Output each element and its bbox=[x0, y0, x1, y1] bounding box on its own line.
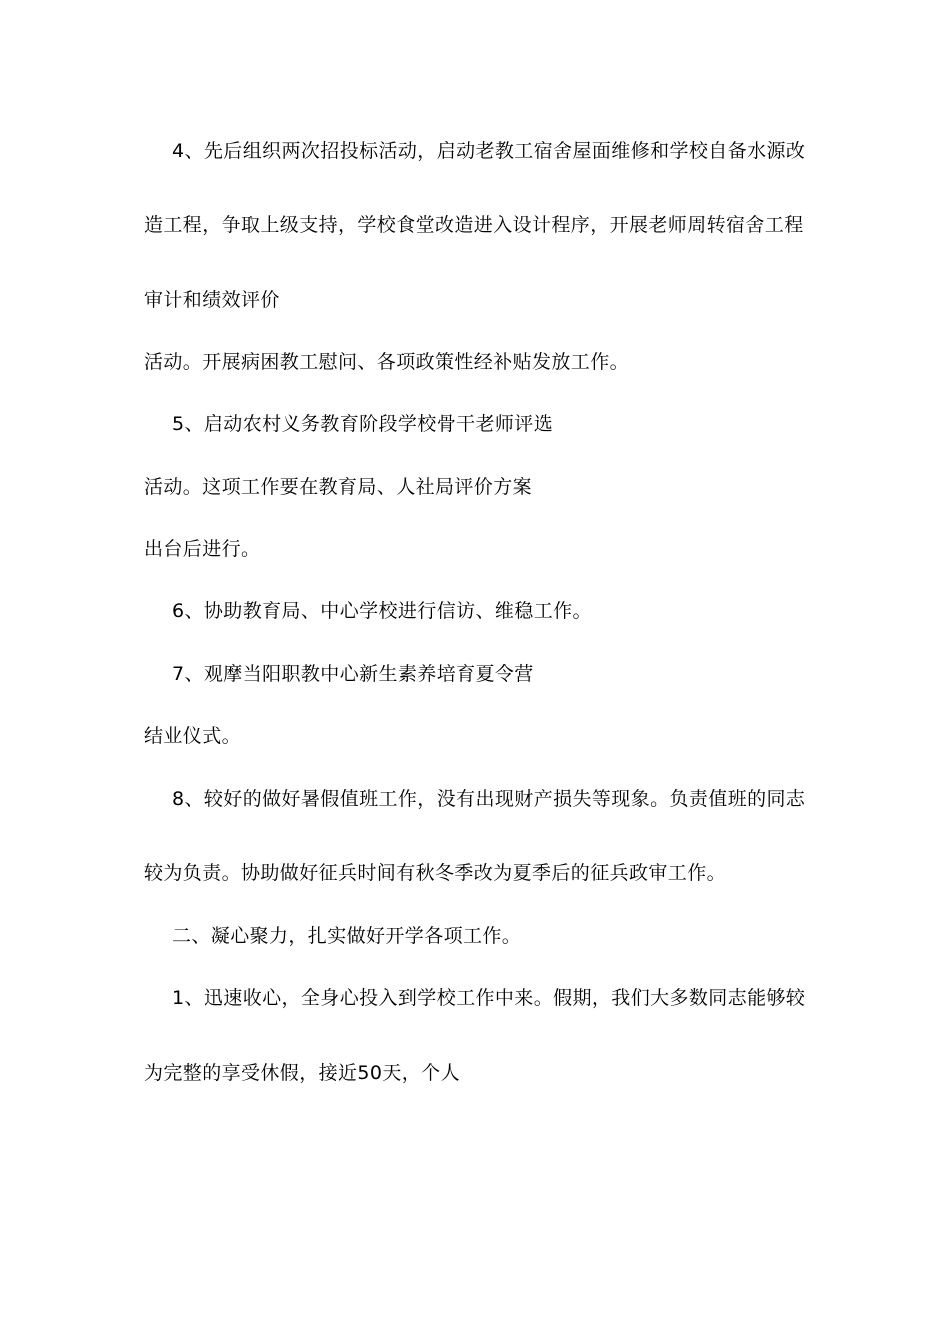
paragraph-line: 活动。这项工作要在教育局、人社局评价方案 bbox=[144, 476, 533, 498]
paragraph-line: 7、观摩当阳职教中心新生素养培育夏令营 bbox=[172, 663, 534, 685]
paragraph-line: 审计和绩效评价 bbox=[144, 289, 280, 311]
paragraph-line: 较为负责。协助做好征兵时间有秋冬季改为夏季后的征兵政审工作。 bbox=[144, 862, 727, 884]
paragraph-line: 结业仪式。 bbox=[144, 725, 242, 747]
paragraph-line: 8、较好的做好暑假值班工作，没有出现财产损失等现象。负责值班的同志 bbox=[172, 788, 806, 810]
paragraph-line: 为完整的享受休假，接近50天，个人 bbox=[144, 1062, 460, 1084]
paragraph-line: 出台后进行。 bbox=[144, 538, 261, 560]
paragraph-line: 4、先后组织两次招投标活动，启动老教工宿舍屋面维修和学校自备水源改 bbox=[172, 140, 806, 162]
paragraph-line: 6、协助教育局、中心学校进行信访、维稳工作。 bbox=[172, 600, 592, 622]
paragraph-line: 活动。开展病困教工慰问、各项政策性经补贴发放工作。 bbox=[144, 351, 630, 373]
paragraph-line: 5、启动农村义务教育阶段学校骨干老师评选 bbox=[172, 413, 554, 435]
section-heading: 二、凝心聚力，扎实做好开学各项工作。 bbox=[172, 925, 522, 947]
paragraph-line: 造工程，争取上级支持，学校食堂改造进入设计程序，开展老师周转宿舍工程 bbox=[144, 214, 804, 236]
paragraph-line: 1、迅速收心，全身心投入到学校工作中来。假期，我们大多数同志能够较 bbox=[172, 987, 806, 1009]
